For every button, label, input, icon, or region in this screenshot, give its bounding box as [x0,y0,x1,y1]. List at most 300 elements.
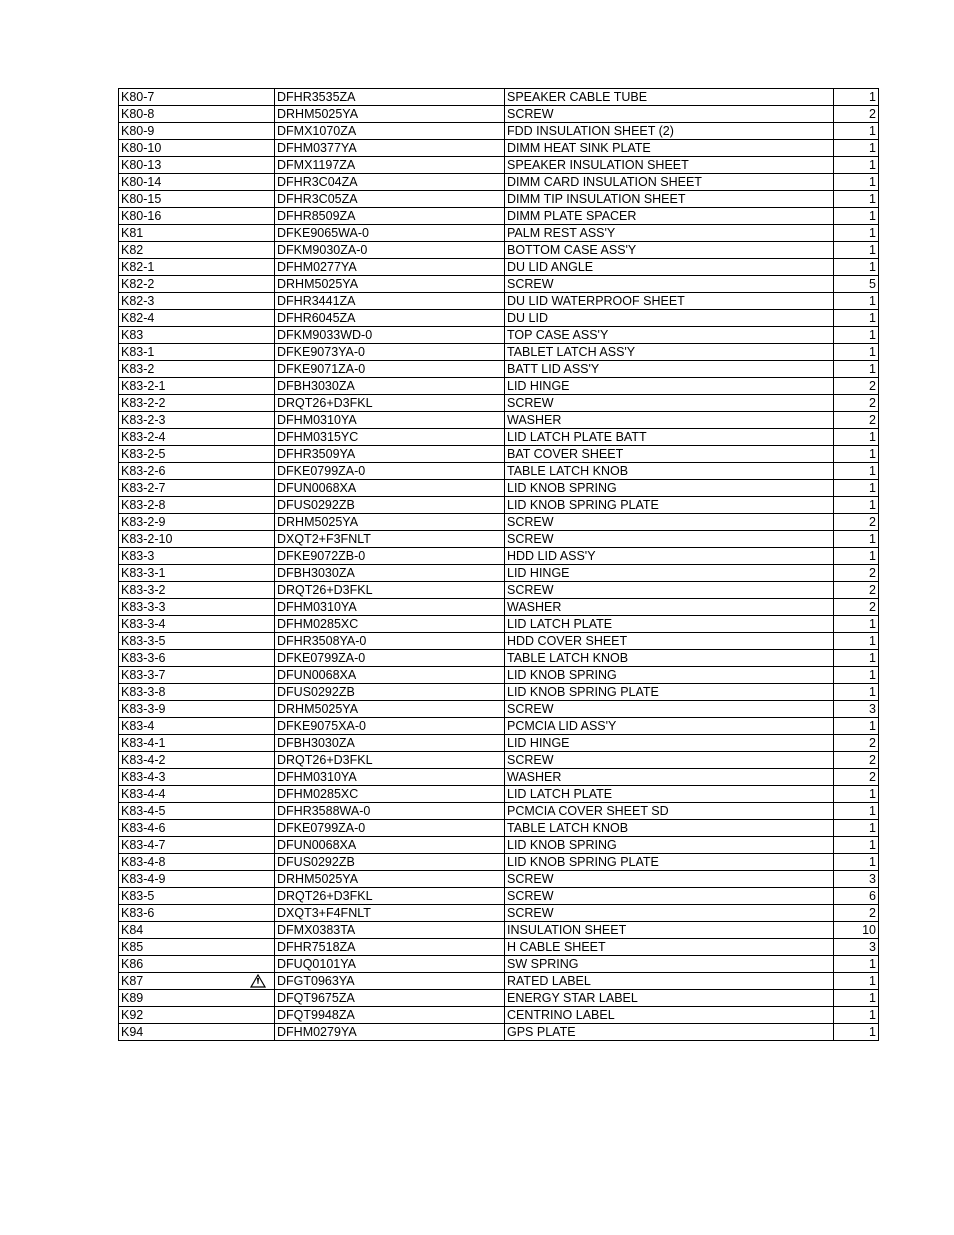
ref-cell [119,497,275,514]
table-row [119,395,879,412]
ref-cell [119,327,275,344]
ref-cell-text: K83-2-10 [121,532,173,546]
ref-cell [119,701,275,718]
part-number-cell [275,446,505,463]
description-cell [505,327,834,344]
quantity-cell [834,293,879,310]
description-cell [505,463,834,480]
description-cell [505,531,834,548]
ref-cell-text: K83-2-1 [121,379,166,393]
description-cell [505,276,834,293]
ref-cell [119,922,275,939]
description-cell [505,293,834,310]
table-row [119,514,879,531]
ref-cell-text: K83-4-8 [121,855,166,869]
part-number-cell-text: DFGT0963YA [277,974,355,988]
description-cell-text: SCREW [507,889,554,903]
table-row [119,871,879,888]
table-row [119,752,879,769]
description-cell-text: LID KNOB SPRING [507,838,617,852]
part-number-cell-text: DFHM0285XC [277,617,359,631]
part-number-cell [275,769,505,786]
ref-cell [119,344,275,361]
part-number-cell [275,990,505,1007]
ref-cell-text: K83-2-7 [121,481,166,495]
ref-cell [119,429,275,446]
quantity-cell-text: 2 [869,566,876,580]
description-cell-text: SCREW [507,583,554,597]
part-number-cell [275,344,505,361]
description-cell-text: RATED LABEL [507,974,591,988]
ref-cell [119,412,275,429]
part-number-cell-text: DFUS0292ZB [277,685,355,699]
quantity-cell [834,854,879,871]
part-number-cell-text: DFMX0383TA [277,923,356,937]
ref-cell-text: K82-2 [121,277,155,291]
description-cell-text: LID KNOB SPRING PLATE [507,498,659,512]
description-cell [505,701,834,718]
description-cell [505,973,834,990]
description-cell [505,871,834,888]
quantity-cell-text: 1 [869,124,876,138]
quantity-cell [834,752,879,769]
part-number-cell [275,1007,505,1024]
table-row [119,888,879,905]
part-number-cell-text: DFHM0277YA [277,260,357,274]
description-cell [505,497,834,514]
part-number-cell [275,735,505,752]
description-cell-text: SCREW [507,396,554,410]
description-cell [505,650,834,667]
quantity-cell-text: 2 [869,379,876,393]
quantity-cell-text: 1 [869,957,876,971]
table-row [119,616,879,633]
quantity-cell-text: 1 [869,311,876,325]
ref-cell-text: K83-4 [121,719,155,733]
ref-cell-text: K83-3-5 [121,634,166,648]
part-number-cell [275,973,505,990]
ref-cell [119,582,275,599]
part-number-cell-text: DFHR8509ZA [277,209,356,223]
quantity-cell [834,616,879,633]
description-cell [505,429,834,446]
description-cell-text: LID KNOB SPRING PLATE [507,685,659,699]
table-row [119,106,879,123]
table-row [119,956,879,973]
quantity-cell [834,276,879,293]
ref-cell-text: K83-3-7 [121,668,166,682]
quantity-cell-text: 1 [869,362,876,376]
ref-cell [119,684,275,701]
part-number-cell [275,888,505,905]
part-number-cell [275,939,505,956]
quantity-cell [834,1024,879,1041]
part-number-cell [275,684,505,701]
table-row [119,633,879,650]
quantity-cell-text: 1 [869,141,876,155]
ref-cell-text: K84 [121,923,144,937]
ref-cell [119,276,275,293]
quantity-cell-text: 1 [869,464,876,478]
ref-cell [119,89,275,106]
description-cell [505,718,834,735]
ref-cell [119,531,275,548]
ref-cell-text: K83-4-4 [121,787,166,801]
table-row [119,446,879,463]
part-number-cell [275,752,505,769]
table-row [119,922,879,939]
table-row [119,939,879,956]
description-cell-text: H CABLE SHEET [507,940,606,954]
part-number-cell [275,548,505,565]
quantity-cell-text: 2 [869,600,876,614]
part-number-cell-text: DFUS0292ZB [277,498,355,512]
ref-cell-text: K83-2-2 [121,396,166,410]
ref-cell-text: K86 [121,957,144,971]
quantity-cell-text: 1 [869,243,876,257]
part-number-cell-text: DFHM0310YA [277,600,357,614]
ref-cell-text: K83-1 [121,345,155,359]
description-cell [505,684,834,701]
part-number-cell [275,599,505,616]
quantity-cell-text: 1 [869,226,876,240]
quantity-cell [834,905,879,922]
description-cell [505,905,834,922]
table-row [119,191,879,208]
table-row [119,140,879,157]
description-cell [505,514,834,531]
description-cell-text: LID KNOB SPRING [507,481,617,495]
description-cell [505,582,834,599]
part-number-cell-text: DFHR3588WA-0 [277,804,371,818]
description-cell [505,990,834,1007]
description-cell [505,446,834,463]
ref-cell [119,157,275,174]
quantity-cell-text: 2 [869,736,876,750]
description-cell-text: TABLE LATCH KNOB [507,464,629,478]
quantity-cell [834,565,879,582]
quantity-cell-text: 1 [869,294,876,308]
description-cell-text: DIMM HEAT SINK PLATE [507,141,651,155]
part-number-cell-text: DFHM0377YA [277,141,357,155]
part-number-cell-text: DFHR3535ZA [277,90,356,104]
ref-cell-text: K83-4-6 [121,821,166,835]
part-number-cell [275,191,505,208]
table-row [119,735,879,752]
part-number-cell [275,378,505,395]
description-cell-text: LID KNOB SPRING [507,668,617,682]
table-row [119,344,879,361]
description-cell [505,106,834,123]
ref-cell-text: K83-4-5 [121,804,166,818]
table-row [119,667,879,684]
ref-cell [119,191,275,208]
description-cell-text: SCREW [507,532,554,546]
ref-cell [119,480,275,497]
table-row [119,548,879,565]
ref-cell [119,735,275,752]
ref-cell-text: K83 [121,328,144,342]
ref-cell [119,667,275,684]
table-row [119,701,879,718]
description-cell-text: HDD COVER SHEET [507,634,628,648]
quantity-cell [834,123,879,140]
part-number-cell-text: DFHR3C05ZA [277,192,358,206]
quantity-cell-text: 3 [869,872,876,886]
part-number-cell [275,259,505,276]
description-cell-text: SCREW [507,277,554,291]
ref-cell [119,769,275,786]
ref-cell-text: K82-1 [121,260,155,274]
part-number-cell [275,616,505,633]
description-cell [505,548,834,565]
part-number-cell [275,106,505,123]
ref-cell-text: K89 [121,991,144,1005]
part-number-cell-text: DRQT26+D3FKL [277,753,373,767]
description-cell [505,361,834,378]
ref-cell-text: K83-3-6 [121,651,166,665]
ref-cell-text: K83-4-3 [121,770,166,784]
description-cell [505,888,834,905]
table-row [119,786,879,803]
quantity-cell [834,548,879,565]
table-row [119,276,879,293]
description-cell-text: BOTTOM CASE ASS'Y [507,243,637,257]
table-row [119,990,879,1007]
part-number-cell [275,123,505,140]
ref-cell-text: K81 [121,226,144,240]
part-number-cell-text: DFHR3508YA-0 [277,634,367,648]
description-cell-text: SCREW [507,906,554,920]
ref-cell [119,633,275,650]
description-cell [505,1024,834,1041]
description-cell [505,123,834,140]
description-cell-text: TABLE LATCH KNOB [507,651,629,665]
ref-cell [119,395,275,412]
part-number-cell [275,820,505,837]
ref-cell [119,208,275,225]
table-row [119,361,879,378]
quantity-cell-text: 1 [869,804,876,818]
table-row [119,259,879,276]
quantity-cell [834,378,879,395]
description-cell-text: PALM REST ASS'Y [507,226,616,240]
quantity-cell-text: 1 [869,651,876,665]
description-cell [505,242,834,259]
part-number-cell [275,276,505,293]
part-number-cell-text: DFKM9033WD-0 [277,328,373,342]
quantity-cell [834,497,879,514]
table-row [119,1024,879,1041]
description-cell-text: TABLE LATCH KNOB [507,821,629,835]
part-number-cell-text: DFKE0799ZA-0 [277,821,366,835]
quantity-cell [834,718,879,735]
quantity-cell [834,871,879,888]
quantity-cell [834,820,879,837]
ref-cell [119,650,275,667]
quantity-cell [834,191,879,208]
quantity-cell [834,310,879,327]
description-cell-text: BATT LID ASS'Y [507,362,600,376]
description-cell [505,803,834,820]
part-number-cell-text: DFKE9073YA-0 [277,345,366,359]
part-number-cell [275,905,505,922]
ref-cell [119,752,275,769]
part-number-cell [275,327,505,344]
description-cell [505,310,834,327]
ref-cell [119,310,275,327]
quantity-cell-text: 1 [869,719,876,733]
part-number-cell-text: DFUS0292ZB [277,855,355,869]
ref-cell [119,718,275,735]
part-number-cell [275,667,505,684]
ref-cell-text: K83-4-7 [121,838,166,852]
description-cell-text: DU LID WATERPROOF SHEET [507,294,685,308]
part-number-cell-text: DFHM0315YC [277,430,359,444]
description-cell-text: SPEAKER INSULATION SHEET [507,158,689,172]
description-cell [505,225,834,242]
description-cell [505,616,834,633]
description-cell-text: ENERGY STAR LABEL [507,991,638,1005]
quantity-cell [834,412,879,429]
description-cell [505,786,834,803]
part-number-cell-text: DFHM0279YA [277,1025,357,1039]
description-cell-text: PCMCIA COVER SHEET SD [507,804,669,818]
quantity-cell-text: 1 [869,668,876,682]
quantity-cell [834,174,879,191]
part-number-cell [275,174,505,191]
quantity-cell-text: 5 [869,277,876,291]
description-cell [505,174,834,191]
quantity-cell-text: 1 [869,974,876,988]
quantity-cell [834,344,879,361]
description-cell-text: INSULATION SHEET [507,923,627,937]
ref-cell [119,1024,275,1041]
table-row [119,769,879,786]
description-cell [505,956,834,973]
ref-cell [119,871,275,888]
description-cell-text: SCREW [507,107,554,121]
part-number-cell-text: DFUN0068XA [277,838,357,852]
ref-cell-text: K83-3-4 [121,617,166,631]
part-number-cell-text: DFKE0799ZA-0 [277,651,366,665]
part-number-cell [275,514,505,531]
description-cell-text: LID KNOB SPRING PLATE [507,855,659,869]
ref-cell-text: K83-5 [121,889,155,903]
description-cell [505,208,834,225]
quantity-cell-text: 1 [869,345,876,359]
quantity-cell-text: 1 [869,855,876,869]
part-number-cell [275,293,505,310]
ref-cell-text: K83-2 [121,362,155,376]
table-row [119,293,879,310]
part-number-cell-text: DRHM5025YA [277,277,359,291]
table-row [119,531,879,548]
parts-list-body [119,89,879,1041]
ref-cell [119,514,275,531]
part-number-cell-text: DFUN0068XA [277,668,357,682]
description-cell [505,735,834,752]
ref-cell-text: K83-4-1 [121,736,166,750]
ref-cell-text: K85 [121,940,144,954]
quantity-cell-text: 1 [869,549,876,563]
description-cell [505,565,834,582]
quantity-cell-text: 2 [869,753,876,767]
part-number-cell-text: DXQT2+F3FNLT [277,532,371,546]
table-row [119,837,879,854]
part-number-cell [275,497,505,514]
quantity-cell [834,106,879,123]
quantity-cell-text: 3 [869,702,876,716]
description-cell-text: TOP CASE ASS'Y [507,328,609,342]
part-number-cell [275,803,505,820]
part-number-cell [275,140,505,157]
description-cell-text: FDD INSULATION SHEET (2) [507,124,674,138]
quantity-cell [834,786,879,803]
part-number-cell-text: DFBH3030ZA [277,379,355,393]
quantity-cell-text: 1 [869,685,876,699]
part-number-cell [275,225,505,242]
part-number-cell [275,1024,505,1041]
ref-cell-text: K83-3-9 [121,702,166,716]
description-cell-text: CENTRINO LABEL [507,1008,615,1022]
part-number-cell-text: DFKE9065WA-0 [277,226,369,240]
table-row [119,157,879,174]
description-cell [505,480,834,497]
ref-cell-text: K80-16 [121,209,162,223]
quantity-cell-text: 1 [869,430,876,444]
quantity-cell-text: 1 [869,447,876,461]
quantity-cell [834,939,879,956]
ref-cell [119,803,275,820]
description-cell [505,89,834,106]
description-cell-text: LID LATCH PLATE BATT [507,430,647,444]
ref-cell [119,956,275,973]
part-number-cell-text: DFHM0310YA [277,770,357,784]
quantity-cell [834,803,879,820]
quantity-cell [834,480,879,497]
table-row [119,854,879,871]
part-number-cell-text: DXQT3+F4FNLT [277,906,371,920]
ref-cell [119,599,275,616]
description-cell [505,412,834,429]
description-cell-text: SCREW [507,872,554,886]
part-number-cell-text: DFBH3030ZA [277,566,355,580]
table-row [119,225,879,242]
description-cell-text: LID HINGE [507,566,570,580]
part-number-cell [275,633,505,650]
description-cell [505,157,834,174]
quantity-cell [834,837,879,854]
ref-cell [119,548,275,565]
quantity-cell-text: 1 [869,498,876,512]
quantity-cell-text: 1 [869,175,876,189]
table-row [119,310,879,327]
quantity-cell [834,514,879,531]
quantity-cell [834,157,879,174]
part-number-cell [275,89,505,106]
table-row [119,599,879,616]
ref-cell-text: K94 [121,1025,144,1039]
part-number-cell-text: DFKM9030ZA-0 [277,243,368,257]
table-row [119,208,879,225]
ref-cell [119,463,275,480]
quantity-cell [834,208,879,225]
ref-cell-text: K80-13 [121,158,162,172]
quantity-cell [834,463,879,480]
description-cell-text: TABLET LATCH ASS'Y [507,345,636,359]
ref-cell [119,174,275,191]
